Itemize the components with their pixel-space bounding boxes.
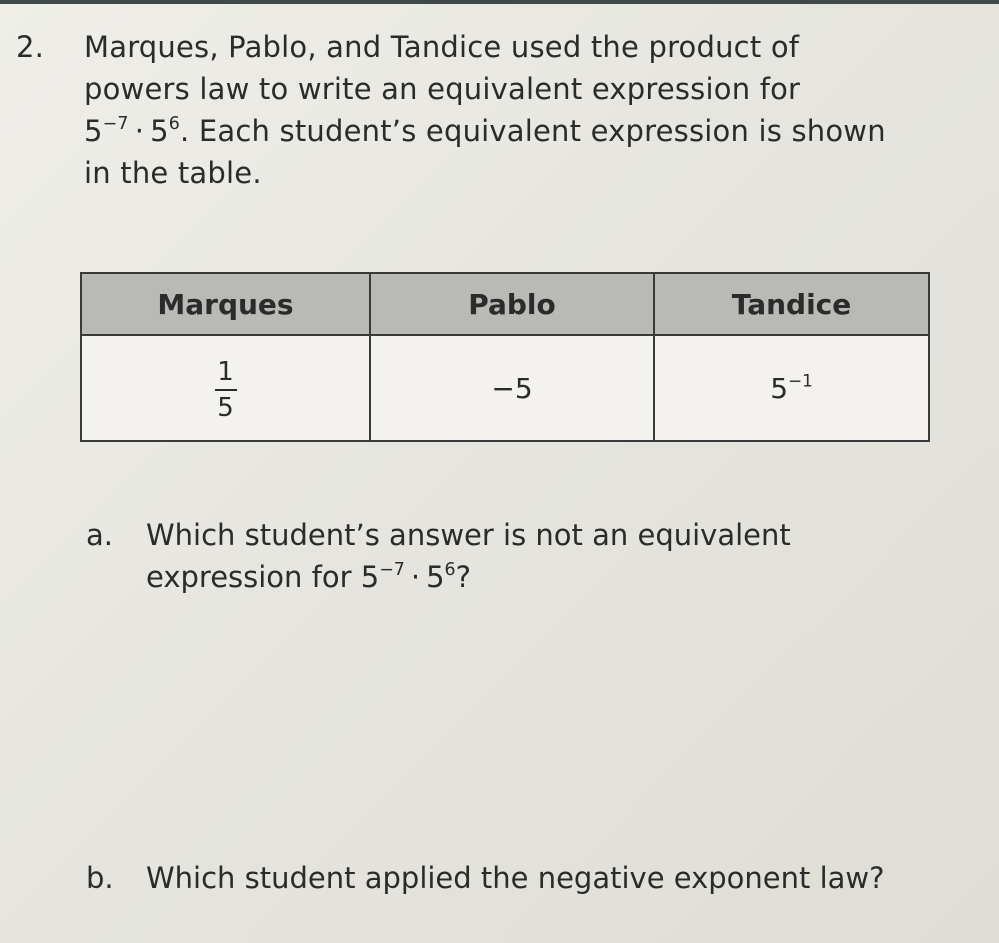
expr-exponent-1: −7 <box>102 113 129 134</box>
part-b-text <box>146 857 999 899</box>
expr-exponent-2: 6 <box>444 559 456 580</box>
question-number: 2. <box>16 30 45 64</box>
part-a-line-2-start: expression for <box>146 560 361 594</box>
top-border <box>0 0 999 4</box>
student-answers-table <box>80 272 930 442</box>
question-text <box>84 26 974 194</box>
part-a-line-2-end: ? <box>455 560 471 594</box>
expr-base-2: 5 <box>426 560 445 594</box>
tandice-base: 5 <box>770 371 789 405</box>
question-line-4: in the table. <box>84 156 262 190</box>
cell-tandice <box>654 335 929 441</box>
expr-base-2: 5 <box>150 114 169 148</box>
table-row <box>81 335 929 441</box>
part-a-line-1: Which student’s answer is not an equivalent <box>146 518 791 552</box>
part-a-text <box>146 514 999 598</box>
part-b-label: b. <box>86 861 114 895</box>
part-b-line-1: Which student applied the negative exponent law? <box>146 861 885 895</box>
part-b <box>86 857 976 903</box>
part-a <box>86 514 966 604</box>
header-pablo: Pablo <box>370 273 654 335</box>
tandice-exponent: −1 <box>788 369 813 390</box>
header-tandice: Tandice <box>654 273 929 335</box>
expr-base-1: 5 <box>360 560 380 594</box>
fraction-numerator: 1 <box>217 356 234 387</box>
table-header-row <box>81 273 929 335</box>
marques-fraction <box>215 357 237 423</box>
expr-exponent-1: −7 <box>379 559 405 580</box>
question-line-2: powers law to write an equivalent expression for <box>84 72 801 106</box>
fraction-bar <box>215 389 237 391</box>
part-a-line-2 <box>146 556 999 598</box>
part-a-label: a. <box>86 518 113 552</box>
cell-marques <box>81 335 370 441</box>
header-marques: Marques <box>81 273 370 335</box>
cell-pablo: −5 <box>370 335 654 441</box>
expr-dot: · <box>134 114 145 148</box>
question-line-1: Marques, Pablo, and Tandice used the product of <box>84 30 800 64</box>
expr-dot: · <box>410 560 421 594</box>
expr-base-1: 5 <box>84 114 103 148</box>
fraction-denominator: 5 <box>217 392 234 423</box>
question-line-3 <box>84 110 974 152</box>
expr-exponent-2: 6 <box>168 113 181 134</box>
question-line-3-rest: . Each student’s equivalent expression is shown <box>180 114 886 148</box>
